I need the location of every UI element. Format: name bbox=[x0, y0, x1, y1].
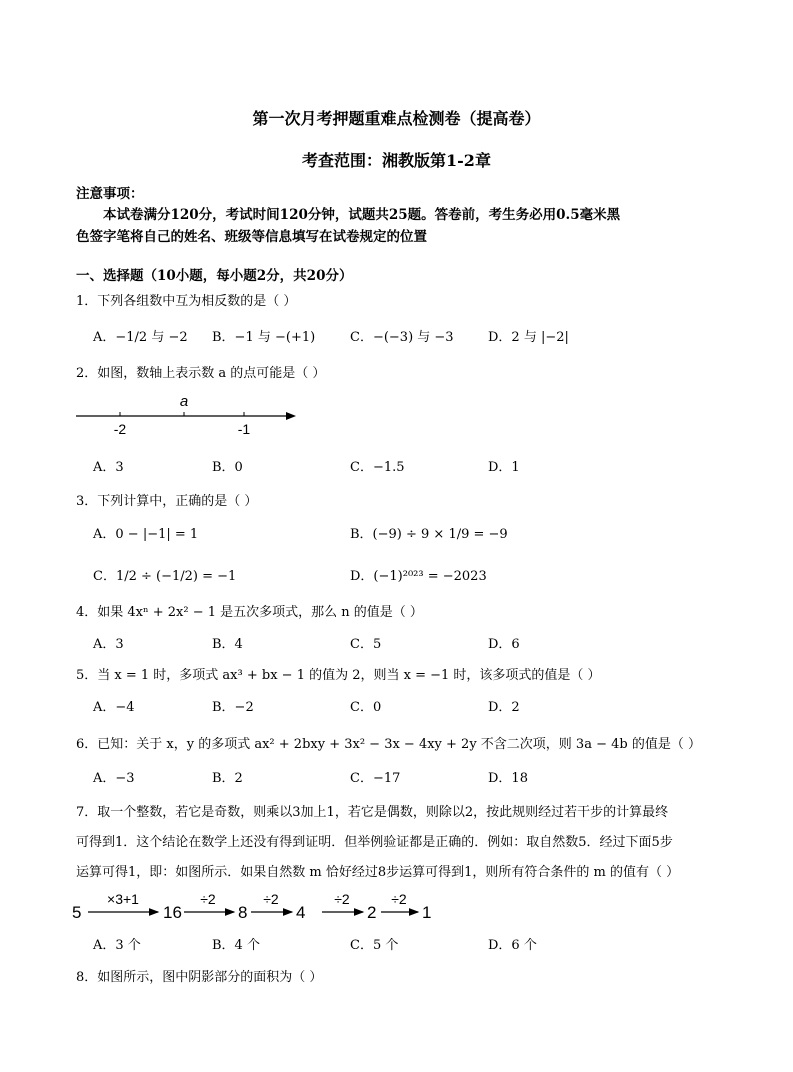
q5-option-a: A．−4 bbox=[93, 700, 135, 715]
q5-option-d: D．2 bbox=[488, 700, 520, 715]
page-subtitle: 考查范围：湘教版第1-2章 bbox=[302, 151, 491, 170]
chain-op-3: ÷2 bbox=[263, 891, 279, 907]
point-a-label: a bbox=[179, 393, 189, 410]
chain-number-16: 16 bbox=[163, 903, 182, 922]
chain-op-2: ÷2 bbox=[200, 891, 216, 907]
chain-number-4: 4 bbox=[296, 903, 306, 922]
q3-stem: 3．下列计算中，正确的是（ ） bbox=[76, 494, 258, 509]
q4-option-b: B．4 bbox=[212, 637, 243, 652]
q1-stem: 1．下列各组数中互为相反数的是（ ） bbox=[76, 294, 297, 309]
chain-op-5: ÷2 bbox=[391, 891, 407, 907]
q7-option-d: D．6 个 bbox=[488, 938, 537, 953]
q5-option-b: B．−2 bbox=[212, 700, 254, 715]
q7-option-b: B．4 个 bbox=[212, 938, 260, 953]
q7-stem-line-1: 7．取一个整数，若它是奇数，则乘以3加上1，若它是偶数，则除以2，按此规则经过若干步的计算最终 bbox=[76, 805, 669, 820]
q5-stem: 5．当 x = 1 时，多项式 ax³ + bx − 1 的值为 2，则当 x = −1 时，该多项式的值是（ ） bbox=[76, 668, 601, 683]
q7-stem-line-2: 可得到1．这个结论在数学上还没有得到证明．但举例验证都是正确的．例如：取自然数5．经过下面5步 bbox=[76, 835, 673, 850]
q1-option-d: D．2 与 |−2| bbox=[488, 330, 569, 345]
q3-option-b: B．(−9) ÷ 9 × 1/9 = −9 bbox=[350, 527, 508, 542]
q6-option-a: A．−3 bbox=[93, 771, 135, 786]
tick-label-minus-2: -2 bbox=[113, 421, 127, 437]
q2-option-b: B．0 bbox=[212, 460, 243, 475]
q2-option-a: A．3 bbox=[93, 460, 124, 475]
q4-option-c: C．5 bbox=[350, 637, 382, 652]
q1-option-a: A．−1/2 与 −2 bbox=[93, 330, 188, 345]
q8-stem: 8．如图所示，图中阴影部分的面积为（ ） bbox=[76, 970, 323, 985]
q2-option-d: D．1 bbox=[488, 460, 520, 475]
chain-number-8: 8 bbox=[238, 903, 248, 922]
chain-op-4: ÷2 bbox=[334, 891, 350, 907]
tick-label-minus-1: -1 bbox=[237, 421, 251, 437]
q6-stem: 6．已知：关于 x，y 的多项式 ax² + 2bxy + 3x² − 3x − 4xy + 2y 不含二次项，则 3a − 4b 的值是（ ） bbox=[76, 737, 701, 752]
chain-op-1: ×3+1 bbox=[107, 891, 139, 907]
q3-option-c: C．1/2 ÷ (−1/2) = −1 bbox=[93, 569, 237, 584]
chain-number-1: 1 bbox=[422, 903, 432, 922]
q1-option-b: B．−1 与 −(+1) bbox=[212, 330, 316, 345]
number-line-figure bbox=[72, 388, 302, 440]
q5-option-c: C．0 bbox=[350, 700, 382, 715]
q4-option-d: D．6 bbox=[488, 637, 520, 652]
q7-stem-line-3: 运算可得1，即：如图所示．如果自然数 m 恰好经过8步运算可得到1，则所有符合条件的 m 的值有（ ） bbox=[76, 865, 680, 880]
q4-option-a: A．3 bbox=[93, 637, 124, 652]
q3-option-d: D．(−1)²⁰²³ = −2023 bbox=[350, 569, 487, 584]
q6-option-c: C．−17 bbox=[350, 771, 401, 786]
notice-heading: 注意事项： bbox=[76, 186, 144, 202]
q6-option-b: B．2 bbox=[212, 771, 243, 786]
notice-line-1: 本试卷满分120分，考试时间120分钟，试题共25题。答卷前，考生务必用0.5毫米黑 bbox=[103, 207, 621, 223]
q3-option-a: A．0 − |−1| = 1 bbox=[93, 527, 199, 542]
page-title: 第一次月考押题重难点检测卷（提高卷） bbox=[252, 109, 541, 128]
q2-option-c: C．−1.5 bbox=[350, 460, 405, 475]
q2-stem: 2．如图，数轴上表示数 a 的点可能是（ ） bbox=[76, 366, 326, 381]
q7-option-a: A．3 个 bbox=[93, 938, 141, 953]
section-heading-choice: 一、选择题（10小题，每小题2分，共20分） bbox=[76, 268, 353, 284]
chain-number-2: 2 bbox=[367, 903, 377, 922]
collatz-chain-figure bbox=[70, 884, 440, 924]
q6-option-d: D．18 bbox=[488, 771, 528, 786]
q1-option-c: C．−(−3) 与 −3 bbox=[350, 330, 454, 345]
q7-option-c: C．5 个 bbox=[350, 938, 399, 953]
notice-line-2: 色签字笔将自己的姓名、班级等信息填写在试卷规定的位置 bbox=[76, 229, 427, 245]
q4-stem: 4．如果 4xⁿ + 2x² − 1 是五次多项式，那么 n 的值是（ ） bbox=[76, 605, 423, 620]
chain-number-5: 5 bbox=[72, 903, 82, 922]
number-line-arrow-icon bbox=[286, 412, 296, 420]
